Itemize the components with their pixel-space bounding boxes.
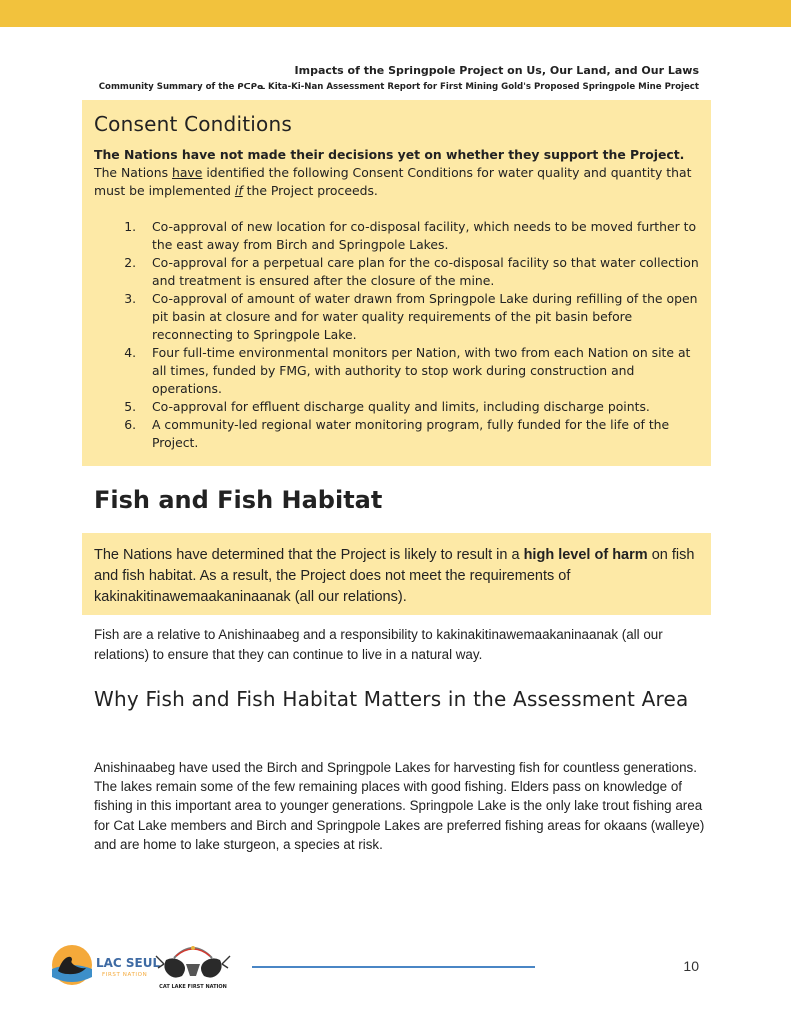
lac-seul-logo: [50, 943, 161, 987]
lac-seul-subtitle: FIRST NATION: [102, 972, 148, 978]
condition-item: 2. Co-approval for a perpetual care plan for the co-disposal facility so that water collection and treatment is ensured after the closure of the mine.: [140, 254, 699, 290]
cat-lake-name: CAT LAKE FIRST NATION: [159, 984, 227, 990]
consent-intro-part2: identified the following Consent Conditions for water quality and quantity that must be implemented: [94, 165, 692, 198]
header-subtitle: Community Summary of the ᑭᑕᑭᓇ Kita-Ki-Nan Assessment Report for First Mining Gold's Proposed Springpole Mine Project: [98, 82, 699, 92]
footer-divider: [252, 966, 535, 968]
harm-statement: [94, 545, 699, 608]
condition-item: 5. Co-approval for effluent discharge quality and limits, including discharge points.: [140, 398, 699, 416]
consent-intro-underline2: if: [234, 183, 243, 198]
why-fish-heading: Why Fish and Fish Habitat Matters in the Assessment Area: [94, 687, 689, 711]
harm-callout-box: [82, 533, 711, 615]
cat-lake-logo: [152, 940, 234, 992]
condition-item: 4. Four full-time environmental monitors per Nation, with two from each Nation on site at all times, funded by FMG, with authority to stop work during construction and operations.: [140, 344, 699, 398]
lac-seul-name: LAC SEUL: [96, 956, 161, 970]
page-header: [99, 64, 699, 94]
top-bar: [0, 0, 791, 27]
condition-item: 1. Co-approval of new location for co-disposal facility, which needs to be moved further to the east away from Birch and Springpole Lakes.: [140, 218, 699, 254]
why-fish-body: Anishinaabeg have used the Birch and Springpole Lakes for harvesting fish for countless generations. The lakes remain some of the few remaining places with good fishing. Elders pass on knowledge of fishing in this important area to younger generations. Springpole Lake is the only lake trout fishing area for Cat Lake members and Birch and Springpole Lakes are preferred fishing areas for okaans (walleye) and are home to lake sturgeon, a species at risk.: [94, 760, 705, 852]
header-title: Impacts of the Springpole Project on Us, Our Land, and Our Laws: [294, 64, 699, 77]
harm-bold: high level of harm: [523, 547, 648, 563]
consent-intro-part3: the Project proceeds.: [242, 183, 378, 198]
consent-intro: [94, 146, 699, 200]
page-number: 10: [683, 958, 699, 974]
condition-item: 3. Co-approval of amount of water drawn from Springpole Lake during refilling of the open pit basin at closure and for water quality requirements of the pit basin before reconnecting to Springpole Lake.: [140, 290, 699, 344]
consent-intro-bold: The Nations have not made their decisions yet on whether they support the Project.: [94, 147, 685, 162]
consent-conditions-box: [82, 100, 711, 466]
fish-heading: Fish and Fish Habitat: [94, 486, 383, 514]
consent-conditions-list: [94, 218, 699, 452]
consent-intro-part1: The Nations: [94, 165, 172, 180]
fish-intro: Fish are a relative to Anishinaabeg and a responsibility to kakinakitinawemaakaninaanak (all our relations) to ensure that they can continue to live in a natural way.: [94, 627, 663, 662]
harm-part2: on fish and fish habitat. As a result, the Project does not meet the requirements of kakinakitinawemaakaninaanak (all our relations).: [94, 547, 695, 605]
consent-heading: Consent Conditions: [94, 112, 292, 136]
consent-intro-underline1: have: [171, 165, 203, 180]
harm-part1: The Nations have determined that the Project is likely to result in a: [94, 547, 524, 563]
condition-item: 6. A community-led regional water monitoring program, fully funded for the life of the Project.: [140, 416, 699, 452]
